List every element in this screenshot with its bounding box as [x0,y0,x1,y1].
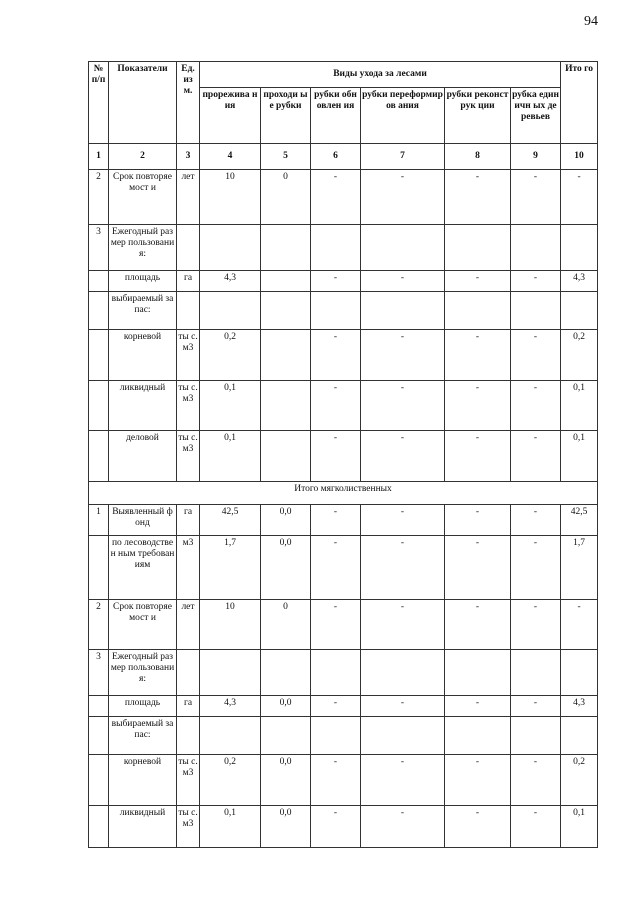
cell-value [361,717,445,755]
cell-indicator: Срок повторяемост и [109,599,177,650]
header-sub-col: прорежива ния [200,88,261,144]
cell-value: 0,1 [561,380,598,431]
cell-value [311,650,361,696]
cell-value: - [361,805,445,847]
cell-value [511,225,561,271]
cell-no: 2 [89,599,109,650]
cell-indicator: по лесоводствен ным требованиям [109,536,177,599]
page-number: 94 [584,14,598,29]
cell-value: - [511,805,561,847]
cell-no: 2 [89,170,109,225]
cell-unit: ты с. м3 [177,805,200,847]
cell-value: - [311,380,361,431]
cell-indicator: ликвидный [109,805,177,847]
header-group-title: Виды ухода за лесами [200,62,561,88]
cell-value [261,225,311,271]
cell-value [261,380,311,431]
cell-value [445,717,511,755]
cell-value: - [311,599,361,650]
cell-value: 0,1 [561,431,598,482]
cell-unit: ты с. м3 [177,380,200,431]
cell-value [261,650,311,696]
cell-value: - [361,170,445,225]
cell-value: 10 [200,170,261,225]
cell-value: 0,2 [200,755,261,806]
cell-value: - [511,380,561,431]
cell-value [200,225,261,271]
cell-no [89,380,109,431]
cell-value [261,271,311,292]
cell-value: - [311,805,361,847]
cell-value: 0,0 [261,805,311,847]
cell-value [200,717,261,755]
cell-value: - [311,504,361,536]
cell-value [561,225,598,271]
cell-unit: га [177,696,200,717]
cell-value: - [311,431,361,482]
cell-value: 0 [261,170,311,225]
column-number-cell: 3 [177,144,200,170]
cell-indicator: выбираемый запас: [109,292,177,330]
cell-unit: ты с. м3 [177,330,200,381]
cell-value: 1,7 [200,536,261,599]
cell-value [261,717,311,755]
cell-no [89,717,109,755]
cell-indicator: выбираемый запас: [109,717,177,755]
cell-no [89,431,109,482]
cell-no: 1 [89,504,109,536]
cell-value [311,717,361,755]
header-sub-col: рубка единичн ых деревьев [511,88,561,144]
cell-value [511,292,561,330]
cell-value [361,225,445,271]
cell-indicator: деловой [109,431,177,482]
cell-value [200,650,261,696]
cell-value: - [445,330,511,381]
cell-value: 42,5 [561,504,598,536]
cell-indicator: корневой [109,330,177,381]
cell-value: 0,2 [200,330,261,381]
cell-unit: лет [177,170,200,225]
cell-value: - [511,696,561,717]
cell-value: - [361,599,445,650]
cell-value: - [361,330,445,381]
cell-unit: га [177,504,200,536]
cell-value: 4,3 [200,271,261,292]
cell-value: - [445,696,511,717]
cell-value: - [445,431,511,482]
cell-value [261,431,311,482]
cell-value [561,717,598,755]
cell-value: - [561,599,598,650]
cell-value [445,292,511,330]
cell-value: - [561,170,598,225]
table-row [89,292,598,330]
cell-value: 4,3 [561,271,598,292]
cell-indicator: площадь [109,271,177,292]
cell-value: 0,1 [200,431,261,482]
cell-indicator: Срок повторяемост и [109,170,177,225]
cell-value: - [311,696,361,717]
cell-value [261,330,311,381]
cell-no: 3 [89,225,109,271]
forest-care-table [88,61,598,848]
column-number-cell: 2 [109,144,177,170]
cell-no [89,536,109,599]
column-number-cell: 5 [261,144,311,170]
cell-value: - [511,170,561,225]
column-number-cell: 9 [511,144,561,170]
cell-value: - [311,755,361,806]
cell-value: - [511,536,561,599]
cell-unit [177,292,200,330]
cell-no [89,292,109,330]
section-title: Итого мягколиственных [89,481,598,504]
cell-value: 42,5 [200,504,261,536]
cell-value [511,650,561,696]
cell-value: 0,2 [561,330,598,381]
cell-value: 1,7 [561,536,598,599]
header-col-unit: Ед. из м. [177,62,200,144]
cell-value [561,292,598,330]
header-row-1 [89,62,598,88]
cell-indicator: Ежегодный размер пользования: [109,650,177,696]
header-sub-col: рубки реконструк ции [445,88,511,144]
cell-unit: м3 [177,536,200,599]
cell-value [511,717,561,755]
cell-value: 4,3 [200,696,261,717]
cell-value: - [311,170,361,225]
cell-value: - [445,755,511,806]
cell-no [89,330,109,381]
table-row [89,755,598,806]
cell-value: - [361,431,445,482]
cell-indicator: площадь [109,696,177,717]
cell-value: - [361,271,445,292]
cell-value [361,650,445,696]
cell-value: - [445,805,511,847]
table-row [89,380,598,431]
header-sub-col: проходи ые рубки [261,88,311,144]
cell-value [261,292,311,330]
cell-unit [177,717,200,755]
cell-value [361,292,445,330]
header-sub-col: рубки переформиров ания [361,88,445,144]
cell-value: - [511,504,561,536]
cell-indicator: корневой [109,755,177,806]
cell-indicator: ликвидный [109,380,177,431]
cell-unit: лет [177,599,200,650]
cell-value: 0,0 [261,755,311,806]
header-sub-col: рубки обновлен ия [311,88,361,144]
cell-no [89,696,109,717]
cell-value: - [361,755,445,806]
cell-value [200,292,261,330]
cell-value: 0,1 [200,380,261,431]
cell-value [311,225,361,271]
cell-value: - [445,380,511,431]
cell-value: - [511,755,561,806]
column-number-cell: 1 [89,144,109,170]
cell-no: 3 [89,650,109,696]
cell-value: - [445,599,511,650]
cell-value [561,650,598,696]
cell-value: - [511,271,561,292]
column-number-cell: 7 [361,144,445,170]
table-row [89,271,598,292]
cell-value: - [445,504,511,536]
cell-value: - [511,431,561,482]
cell-value: - [361,696,445,717]
table-row [89,431,598,482]
cell-no [89,271,109,292]
cell-value: - [361,504,445,536]
cell-value: - [361,380,445,431]
cell-value: - [445,536,511,599]
table-row [89,696,598,717]
cell-value: 0 [261,599,311,650]
cell-unit: ты с. м3 [177,431,200,482]
table-row [89,805,598,847]
table-row [89,170,598,225]
cell-value: - [445,271,511,292]
cell-no [89,805,109,847]
table-row [89,504,598,536]
column-number-cell: 4 [200,144,261,170]
cell-value: 0,0 [261,536,311,599]
cell-value: - [511,330,561,381]
header-col-no: № п/п [89,62,109,144]
cell-value: 0,0 [261,504,311,536]
column-number-cell: 8 [445,144,511,170]
cell-unit [177,225,200,271]
column-number-cell: 6 [311,144,361,170]
cell-value: 0,1 [561,805,598,847]
table-row [89,536,598,599]
cell-value: - [511,599,561,650]
cell-value: - [361,536,445,599]
table-row [89,599,598,650]
cell-unit: га [177,271,200,292]
section-title-row [89,481,598,504]
cell-unit [177,650,200,696]
cell-value: - [311,271,361,292]
cell-value: 0,0 [261,696,311,717]
cell-value: - [311,330,361,381]
cell-value: 4,3 [561,696,598,717]
table-row [89,330,598,381]
cell-value [445,650,511,696]
cell-value [311,292,361,330]
cell-unit: ты с. м3 [177,755,200,806]
cell-indicator: Выявленный фонд [109,504,177,536]
cell-indicator: Ежегодный размер пользования: [109,225,177,271]
table-row [89,225,598,271]
cell-value: - [311,536,361,599]
cell-value [445,225,511,271]
header-col-indicator: Показатели [109,62,177,144]
cell-value: 10 [200,599,261,650]
cell-value: 0,2 [561,755,598,806]
cell-value: 0,1 [200,805,261,847]
cell-value: - [445,170,511,225]
cell-no [89,755,109,806]
column-numbers-row [89,144,598,170]
header-col-total: Ито го [561,62,598,144]
table-row [89,650,598,696]
column-number-cell: 10 [561,144,598,170]
table-row [89,717,598,755]
